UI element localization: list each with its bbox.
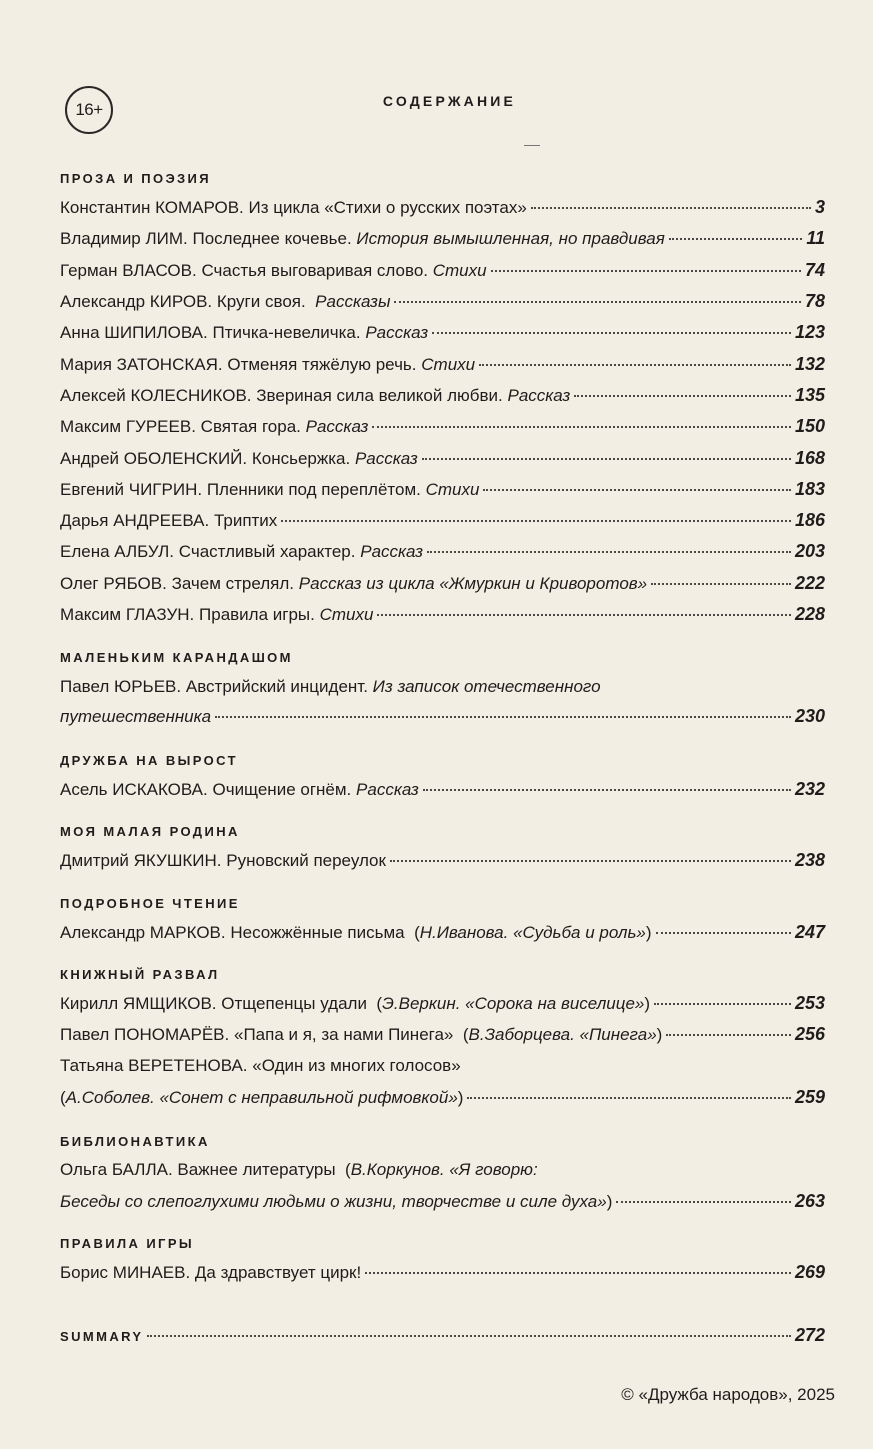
dot-leader [651, 583, 791, 585]
entry-title: Счастья выговаривая слово. [201, 261, 428, 280]
toc-entry[interactable] [60, 1262, 825, 1288]
entry-genre: Рассказ [360, 542, 424, 561]
toc-entry[interactable] [60, 510, 825, 536]
entry-author: Мария ЗАТОНСКАЯ. [60, 355, 223, 374]
entry-title: Зачем стрелял. [171, 574, 295, 593]
entry-title: Отменяя тяжёлую речь. [227, 355, 417, 374]
entry-author: Асель ИСКАКОВА. [60, 780, 208, 799]
entry-author: Дарья АНДРЕЕВА. [60, 511, 210, 530]
toc-entry[interactable] [60, 993, 825, 1019]
entry-review: В.Заборцева. «Пинега» [468, 1025, 657, 1044]
entry-title: Правила игры. [199, 605, 315, 624]
entry-title: Святая гора. [200, 417, 301, 436]
entry-author: Кирилл ЯМЩИКОВ. [60, 994, 217, 1013]
entry-genre: Рассказ [354, 449, 418, 468]
entry-title: Птичка-невеличка. [212, 323, 361, 342]
dot-leader [281, 520, 791, 522]
entry-title: Да здравствует цирк! [194, 1263, 362, 1282]
entry-page: 135 [794, 385, 825, 405]
dot-leader [394, 301, 800, 303]
entry-page: 272 [794, 1325, 825, 1345]
toc-entry[interactable] [60, 448, 825, 474]
entry-author: Борис МИНАЕВ. [60, 1263, 191, 1282]
toc-entry[interactable] [60, 573, 825, 599]
entry-author: Алексей КОЛЕСНИКОВ. [60, 386, 252, 405]
paren-close: ) [644, 994, 651, 1013]
entry-page: 256 [794, 1024, 825, 1044]
entry-review: Э.Веркин. «Сорока на виселице» [382, 994, 645, 1013]
dot-leader [467, 1097, 790, 1099]
entry-genre: Из записок отечественного [372, 677, 601, 696]
toc-entry[interactable] [60, 291, 825, 317]
toc-entry[interactable] [60, 922, 825, 948]
entry-title: Счастливый характер. [178, 542, 356, 561]
dot-leader [531, 207, 811, 209]
entry-page: 269 [794, 1262, 825, 1282]
paren-close: ) [645, 923, 652, 942]
entry-page: 150 [794, 416, 825, 436]
dot-leader [666, 1034, 791, 1036]
entry-title: Австрийский инцидент. [185, 677, 368, 696]
entry-author: Александр МАРКОВ. [60, 923, 226, 942]
section-heading-proza: ПРОЗА И ПОЭЗИЯ [60, 171, 212, 186]
section-heading-chtenie: ПОДРОБНОЕ ЧТЕНИЕ [60, 896, 240, 911]
entry-title: «Один из многих голосов» [252, 1056, 461, 1075]
dot-leader [656, 932, 791, 934]
entry-author: Максим ГУРЕЕВ. [60, 417, 196, 436]
entry-genre: Рассказы [315, 292, 391, 311]
entry-page: 263 [794, 1191, 825, 1211]
entry-author: Анна ШИПИЛОВА. [60, 323, 208, 342]
section-heading-razval: КНИЖНЫЙ РАЗВАЛ [60, 967, 220, 982]
dot-leader [423, 789, 791, 791]
entry-genre: Стихи [421, 355, 476, 374]
entry-page: 230 [794, 706, 825, 726]
dot-leader [422, 458, 791, 460]
paren-open: ( [345, 1160, 351, 1179]
dot-leader [147, 1335, 790, 1337]
dot-leader [432, 332, 791, 334]
entry-page: 3 [814, 197, 825, 217]
toc-entry[interactable] [60, 322, 825, 348]
toc-entry[interactable] [60, 541, 825, 567]
dot-leader [574, 395, 791, 397]
entry-title: Из цикла «Стихи о русских поэтах» [248, 198, 527, 217]
section-heading-rodina: МОЯ МАЛАЯ РОДИНА [60, 824, 240, 839]
dot-leader [479, 364, 791, 366]
entry-genre: Стихи [425, 480, 480, 499]
entry-page: 168 [794, 448, 825, 468]
entry-author: Константин КОМАРОВ. [60, 198, 244, 217]
toc-entry[interactable] [60, 779, 825, 805]
entry-author: Герман ВЛАСОВ. [60, 261, 197, 280]
page-title: СОДЕРЖАНИЕ [382, 93, 517, 109]
entry-title: Очищение огнём. [212, 780, 352, 799]
entry-title: Консьержка. [251, 449, 351, 468]
entry-page: 253 [794, 993, 825, 1013]
entry-page: 238 [794, 850, 825, 870]
entry-page: 11 [806, 228, 825, 248]
section-heading-pravila: ПРАВИЛА ИГРЫ [60, 1236, 195, 1251]
paren-open: ( [60, 1088, 66, 1107]
entry-author: Ольга БАЛЛА. [60, 1160, 173, 1179]
dot-leader [654, 1003, 791, 1005]
entry-genre: Рассказ [365, 323, 429, 342]
toc-entry[interactable] [60, 604, 825, 630]
entry-title: Руновский переулок [226, 851, 386, 870]
toc-entry-line1[interactable] [60, 677, 601, 697]
entry-review: А.Соболев. «Сонет с неправильной рифмовкой» [65, 1088, 458, 1107]
entry-title: Отщепенцы удали [221, 994, 367, 1013]
entry-author: Евгений ЧИГРИН. [60, 480, 203, 499]
toc-entry[interactable] [60, 416, 825, 442]
dot-leader [669, 238, 803, 240]
dot-leader [215, 716, 791, 718]
entry-page: 203 [794, 541, 825, 561]
dot-leader [616, 1201, 791, 1203]
entry-author: Максим ГЛАЗУН. [60, 605, 195, 624]
entry-author: Александр КИРОВ. [60, 292, 213, 311]
section-heading-biblionavtika: БИБЛИОНАВТИКА [60, 1134, 210, 1149]
entry-author: Елена АЛБУЛ. [60, 542, 175, 561]
entry-author: Дмитрий ЯКУШКИН. [60, 851, 222, 870]
toc-entry[interactable] [60, 479, 825, 505]
entry-title: Круги своя. [216, 292, 306, 311]
dot-leader [427, 551, 791, 553]
toc-entry-summary[interactable] [60, 1325, 825, 1351]
toc-entry[interactable] [60, 850, 825, 876]
entry-page: 78 [804, 291, 825, 311]
paren-close: ) [606, 1192, 613, 1211]
entry-author: Владимир ЛИМ. [60, 229, 188, 248]
entry-review: Н.Иванова. «Судьба и роль» [419, 923, 646, 942]
section-heading-karandash: МАЛЕНЬКИМ КАРАНДАШОМ [60, 650, 293, 665]
entry-title: Триптих [213, 511, 278, 530]
entry-page: 228 [794, 604, 825, 624]
paren-open: ( [376, 994, 383, 1013]
entry-page: 232 [794, 779, 825, 799]
entry-title: Важнее литературы [177, 1160, 336, 1179]
dot-leader [365, 1272, 791, 1274]
paren-open: ( [414, 923, 420, 942]
title-divider [524, 145, 540, 146]
paren-close: ) [656, 1025, 663, 1044]
paren-close: ) [457, 1088, 464, 1107]
entry-genre: Стихи [432, 261, 487, 280]
entry-review: В.Коркунов. «Я говорю: [350, 1160, 538, 1179]
entry-title: Звериная сила великой любви. [256, 386, 503, 405]
age-rating-badge: 16+ [65, 86, 113, 134]
dot-leader [390, 860, 791, 862]
entry-review-cont: Беседы со слепоглухими людьми о жизни, творчестве и силе духа» [60, 1192, 607, 1211]
entry-genre-cont: путешественника [60, 707, 212, 726]
dot-leader [372, 426, 791, 428]
entry-page: 132 [794, 354, 825, 374]
summary-label: SUMMARY [60, 1329, 144, 1344]
entry-author: Павел ПОНОМАРЁВ. [60, 1025, 230, 1044]
toc-entry[interactable] [60, 385, 825, 411]
entry-author: Павел ЮРЬЕВ. [60, 677, 182, 696]
entry-page: 74 [804, 260, 825, 280]
toc-entry[interactable] [60, 1087, 825, 1113]
dot-leader [483, 489, 790, 491]
entry-page: 247 [794, 922, 825, 942]
copyright-footer: © «Дружба народов», 2025 [621, 1385, 835, 1404]
toc-entry-line1[interactable] [60, 1160, 538, 1180]
dot-leader [491, 270, 801, 272]
entry-genre: История вымышленная, но правдивая [356, 229, 665, 248]
toc-entry[interactable] [60, 228, 825, 254]
dot-leader [377, 614, 790, 616]
entry-genre: Рассказ [507, 386, 571, 405]
entry-page: 186 [794, 510, 825, 530]
toc-entry[interactable] [60, 197, 825, 223]
entry-title: Пленники под переплётом. [206, 480, 421, 499]
entry-author: Олег РЯБОВ. [60, 574, 167, 593]
entry-title: Несожжённые письма [230, 923, 405, 942]
toc-entry[interactable] [60, 354, 825, 380]
entry-title: Последнее кочевье. [192, 229, 352, 248]
paren-open: ( [462, 1025, 469, 1044]
toc-entry[interactable] [60, 706, 825, 732]
entry-author: Татьяна ВЕРЕТЕНОВА. [60, 1056, 248, 1075]
toc-entry[interactable] [60, 1191, 825, 1217]
toc-entry[interactable] [60, 1024, 825, 1050]
entry-page: 259 [794, 1087, 825, 1107]
entry-genre: Рассказ из цикла «Жмуркин и Криворотов» [298, 574, 648, 593]
entry-title: «Папа и я, за нами Пинега» [233, 1025, 454, 1044]
entry-author: Андрей ОБОЛЕНСКИЙ. [60, 449, 248, 468]
toc-entry-line1[interactable] [60, 1056, 461, 1076]
entry-genre: Рассказ [356, 780, 419, 799]
section-heading-druzhba: ДРУЖБА НА ВЫРОСТ [60, 753, 238, 768]
entry-page: 222 [794, 573, 825, 593]
entry-page: 183 [794, 479, 825, 499]
toc-entry[interactable] [60, 260, 825, 286]
entry-genre: Стихи [319, 605, 374, 624]
entry-page: 123 [794, 322, 825, 342]
entry-genre: Рассказ [305, 417, 369, 436]
